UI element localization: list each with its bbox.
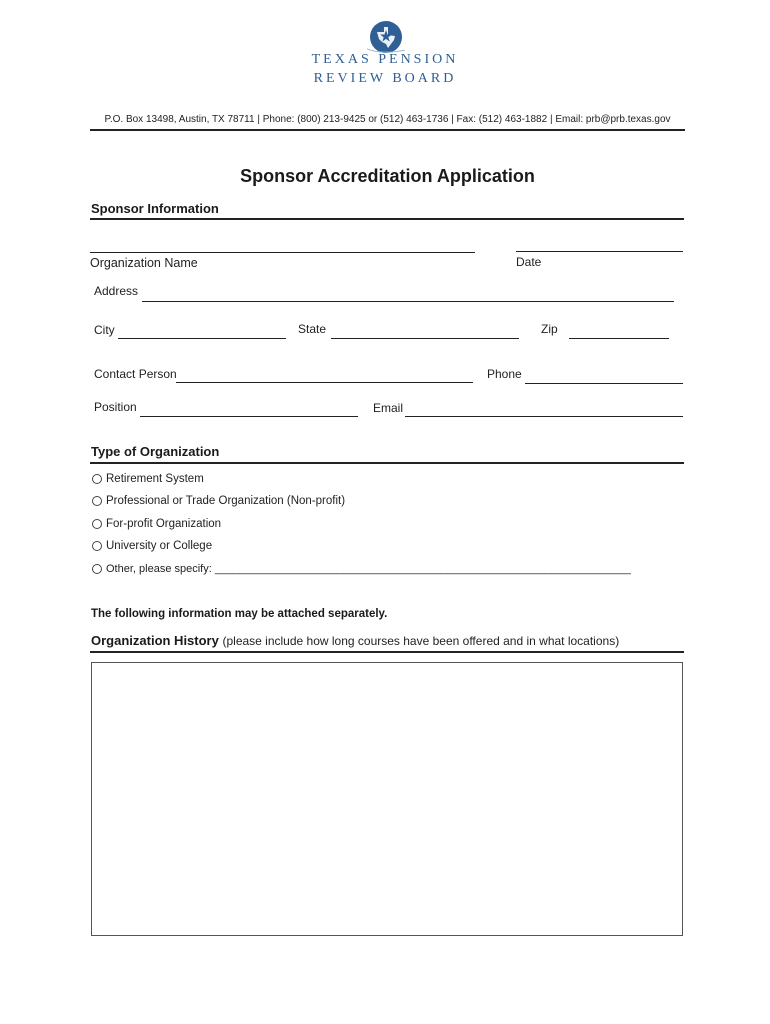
address-label: Address	[94, 284, 139, 298]
date-label: Date	[516, 255, 542, 269]
sponsor-info-divider	[90, 218, 684, 220]
contact-person-field[interactable]	[176, 382, 473, 383]
org-type-option-for-profit[interactable]	[92, 516, 221, 532]
logo-text-line1: TEXAS PENSION	[311, 52, 459, 67]
organization-name-field[interactable]	[90, 252, 475, 253]
radio-button[interactable]	[92, 519, 102, 529]
position-label: Position	[94, 400, 137, 414]
position-field[interactable]	[140, 416, 358, 417]
org-type-divider	[90, 462, 684, 464]
radio-button[interactable]	[92, 564, 102, 574]
radio-button[interactable]	[92, 474, 102, 484]
state-label: State	[298, 322, 327, 336]
contact-bar: P.O. Box 13498, Austin, TX 78711 | Phone: (800) 213-9425 or (512) 463-1736 | Fax: (512) 463-1882 | Email: prb@prb.texas.gov	[104, 114, 671, 125]
org-type-option-university[interactable]	[92, 538, 212, 554]
org-type-option-label: For-profit Organization	[106, 518, 222, 530]
org-type-heading: Type of Organization	[91, 444, 220, 459]
city-field[interactable]	[118, 338, 286, 339]
zip-label: Zip	[541, 322, 558, 336]
zip-field[interactable]	[569, 338, 669, 339]
org-type-option-professional[interactable]	[92, 493, 345, 509]
email-label: Email	[373, 401, 404, 415]
org-type-option-label: Other, please specify: ____________________________________________________________________	[106, 563, 631, 575]
history-heading-note: (please include how long courses have been offered and in what locations)	[222, 634, 620, 648]
org-type-option-label: University or College	[106, 540, 213, 552]
email-field[interactable]	[405, 416, 683, 417]
phone-field[interactable]	[525, 383, 683, 384]
form-title: Sponsor Accreditation Application	[240, 166, 535, 186]
org-type-option-retirement[interactable]	[92, 471, 204, 487]
address-field[interactable]	[142, 301, 674, 302]
contact-divider	[90, 129, 685, 131]
state-field[interactable]	[331, 338, 519, 339]
logo-text-line2: REVIEW BOARD	[313, 71, 457, 86]
org-type-option-label: Retirement System	[106, 473, 204, 485]
attached-note: The following information may be attached separately.	[91, 608, 388, 620]
date-field[interactable]	[516, 251, 683, 252]
city-label: City	[94, 323, 115, 337]
history-heading-title: Organization History	[91, 633, 219, 648]
history-divider	[90, 651, 684, 653]
radio-button[interactable]	[92, 496, 102, 506]
organization-name-label: Organization Name	[90, 256, 198, 270]
contact-person-label: Contact Person	[94, 367, 177, 381]
radio-button[interactable]	[92, 541, 102, 551]
org-type-option-other[interactable]	[92, 561, 631, 577]
org-type-option-label: Professional or Trade Organization (Non-profit)	[106, 495, 346, 507]
history-heading	[91, 633, 619, 648]
texas-star-logo-icon	[367, 18, 405, 56]
organization-history-textarea[interactable]	[91, 662, 683, 936]
sponsor-info-heading: Sponsor Information	[91, 201, 219, 216]
phone-label: Phone	[487, 367, 522, 381]
